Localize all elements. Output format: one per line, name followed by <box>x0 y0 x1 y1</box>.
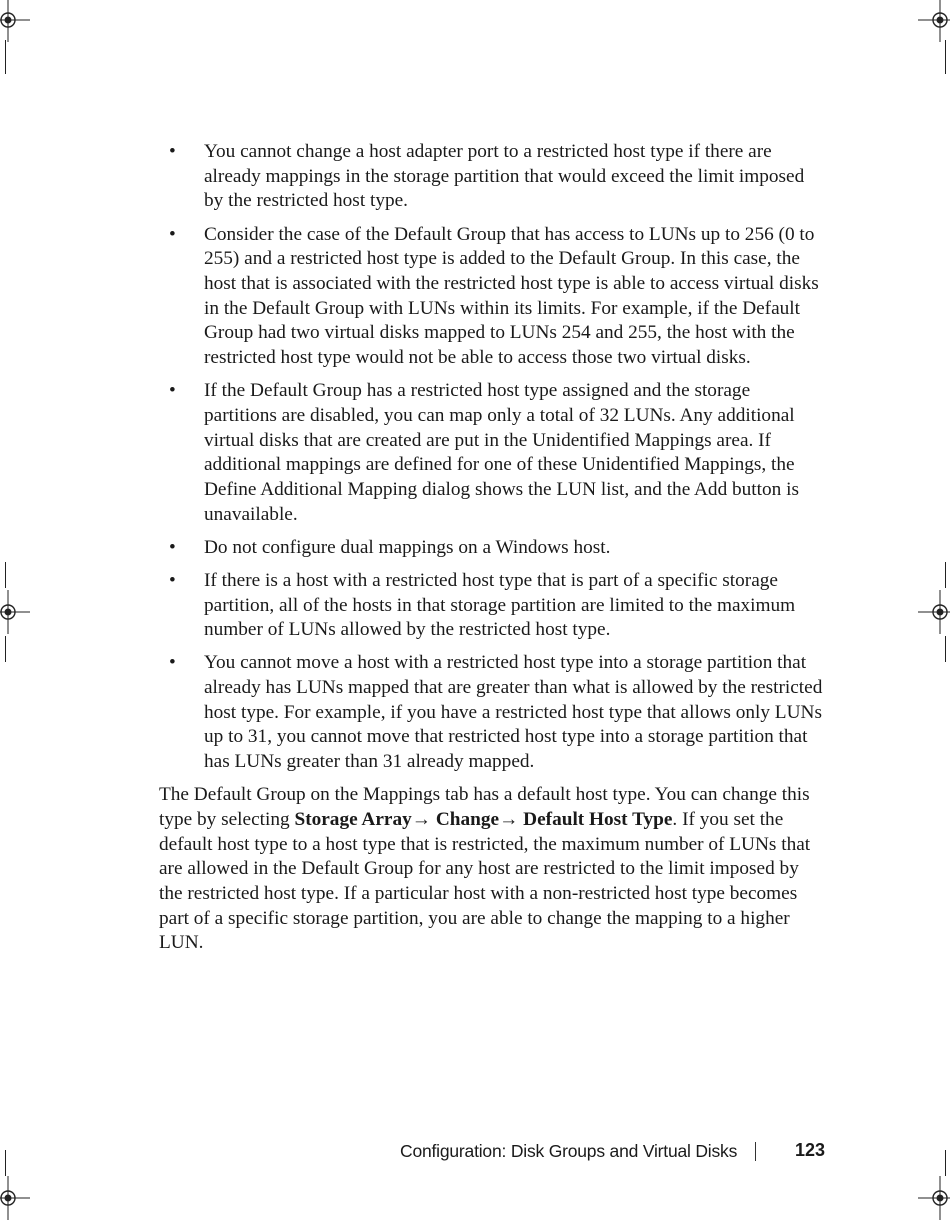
list-item <box>159 569 824 643</box>
bullet-icon: • <box>169 223 176 245</box>
list-item <box>159 536 824 561</box>
registration-mark-icon <box>918 590 950 634</box>
trim-line <box>945 562 946 588</box>
registration-mark-icon <box>918 0 950 42</box>
trim-line <box>5 1150 6 1176</box>
menu-path-default-host-type: Default Host Type <box>523 808 673 830</box>
registration-mark-icon <box>0 590 30 634</box>
list-item-text: If the Default Group has a restricted host type assigned and the storage partitions are disabled, you can map only a total of 32 LUNs. Any additional virtual disks that are created are put in the Unidentified Mappings area. If additional mappings are defined for one of these Unidentified Mappings, the Define Additional Mapping dialog shows the LUN list, and the Add button is unavailable. <box>204 380 799 525</box>
page-footer <box>400 1139 825 1165</box>
registration-mark-icon <box>0 1176 30 1220</box>
trim-line <box>5 40 6 74</box>
bullet-icon: • <box>169 569 176 591</box>
list-item <box>159 651 824 775</box>
list-item <box>159 140 824 214</box>
trim-line <box>945 40 946 74</box>
menu-arrow-icon: → <box>499 808 524 830</box>
menu-path-storage-array: Storage Array <box>294 808 412 830</box>
page-body <box>159 140 824 956</box>
list-item-text: Do not configure dual mappings on a Windows host. <box>204 536 611 558</box>
list-item-text: If there is a host with a restricted host type that is part of a specific storage partition, all of the hosts in that storage partition are limited to the maximum number of LUNs allowed by the restricted host type. <box>204 569 796 641</box>
paragraph-text-start: The Default Group on the Mappings tab has a default host type. You can change this type by selecting <box>159 784 810 830</box>
footer-divider <box>755 1142 756 1161</box>
registration-mark-icon <box>918 1176 950 1220</box>
bullet-list <box>159 140 824 775</box>
page-number: 123 <box>794 1140 825 1160</box>
list-item <box>159 379 824 527</box>
trim-line <box>5 636 6 662</box>
menu-arrow-icon: → <box>411 808 436 830</box>
trim-line <box>945 1150 946 1176</box>
footer-section-title: Configuration: Disk Groups and Virtual Disks <box>400 1141 738 1161</box>
list-item-text: Consider the case of the Default Group that has access to LUNs up to 256 (0 to 255) and a restricted host type is added to the Default Group. In this case, the host that is associated with the restricted host type is able to access virtual disks in the Default Group with LUNs within its limits. For example, if the Default Group had two virtual disks mapped to LUNs 254 and 255, the host with the restricted host type would not be able to access those two virtual disks. <box>204 223 819 369</box>
paragraph-text-end: . If you set the default host type to a host type that is restricted, the maximum number of LUNs that are allowed in the Default Group for any host are restricted to the limit imposed by the restricted host type. If a particular host with a non-restricted host type becomes part of a specific storage partition, you are able to change the mapping to a higher LUN. <box>159 808 811 954</box>
list-item <box>159 223 824 371</box>
list-item-text: You cannot move a host with a restricted host type into a storage partition that already has LUNs mapped that are greater than what is allowed by the restricted host type. For example, if you have a restricted host type that allows only LUNs up to 31, you cannot move that restricted host type into a storage partition that has LUNs greater than 31 already mapped. <box>204 652 823 773</box>
bullet-icon: • <box>169 652 176 674</box>
trim-line <box>5 562 6 588</box>
bullet-icon: • <box>169 380 176 402</box>
body-paragraph <box>159 783 824 956</box>
trim-line <box>945 636 946 662</box>
list-item-text: You cannot change a host adapter port to a restricted host type if there are already mappings in the storage partition that would exceed the limit imposed by the restricted host type. <box>204 141 805 212</box>
registration-mark-icon <box>0 0 30 42</box>
menu-path-change: Change <box>435 808 500 830</box>
bullet-icon: • <box>169 141 176 162</box>
bullet-icon: • <box>169 536 176 558</box>
